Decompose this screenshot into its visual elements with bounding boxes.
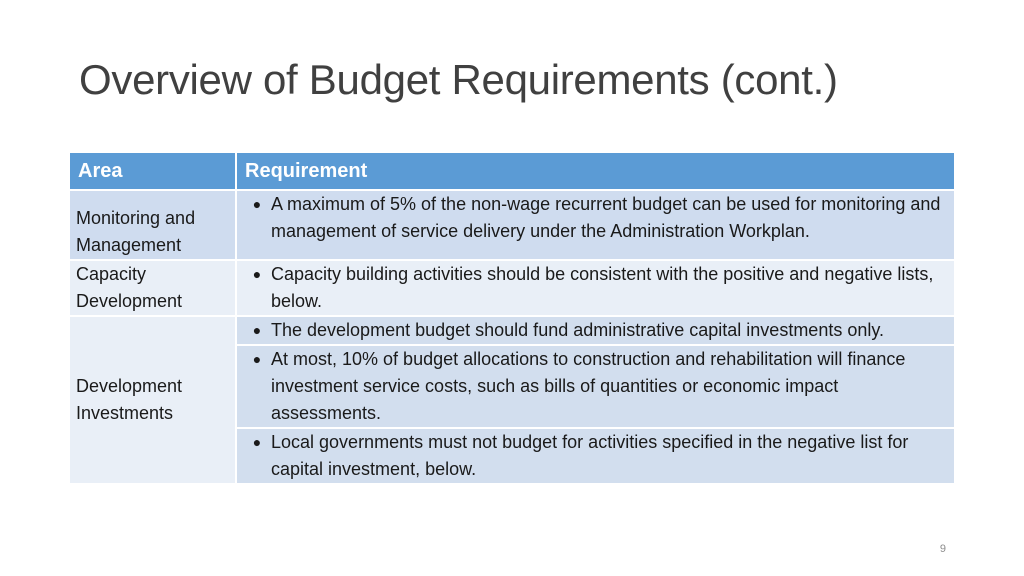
bullet-icon: ● [252,322,262,338]
requirement-cell [236,190,954,260]
requirement-text: A maximum of 5% of the non-wage recurrent budget can be used for monitoring and management of service delivery under the Administration Workplan. [271,194,941,241]
requirement-cell [236,428,954,483]
bullet-icon: ● [252,434,262,450]
area-cell [70,190,236,260]
header-requirement: Requirement [236,153,954,190]
bullet-icon: ● [252,351,262,367]
requirement-cell [236,345,954,428]
page-title: Overview of Budget Requirements (cont.) [79,56,838,103]
bullet-icon: ● [252,266,262,282]
requirement-text: Local governments must not budget for activities specified in the negative list for capital investment, below. [271,432,909,479]
area-label: Capacity Development [76,264,183,311]
bullet-icon: ● [252,196,262,212]
area-cell [70,316,236,483]
area-label: Monitoring and Management [76,208,196,255]
header-area: Area [70,153,236,190]
table-row [70,260,954,316]
budget-requirements-table [70,153,954,483]
table-row [70,190,954,260]
table-row [70,316,954,345]
requirement-text: Capacity building activities should be consistent with the positive and negative lists, below. [271,264,934,311]
page-number: 9 [939,543,946,555]
area-label: Development Investments [76,376,183,423]
requirement-text: The development budget should fund administrative capital investments only. [271,320,885,340]
table-header-row [70,153,954,190]
requirement-cell [236,260,954,316]
requirement-text: At most, 10% of budget allocations to construction and rehabilitation will finance investment service costs, such as bills of quantities or economic impact assessments. [271,349,906,423]
area-cell [70,260,236,316]
requirement-cell [236,316,954,345]
